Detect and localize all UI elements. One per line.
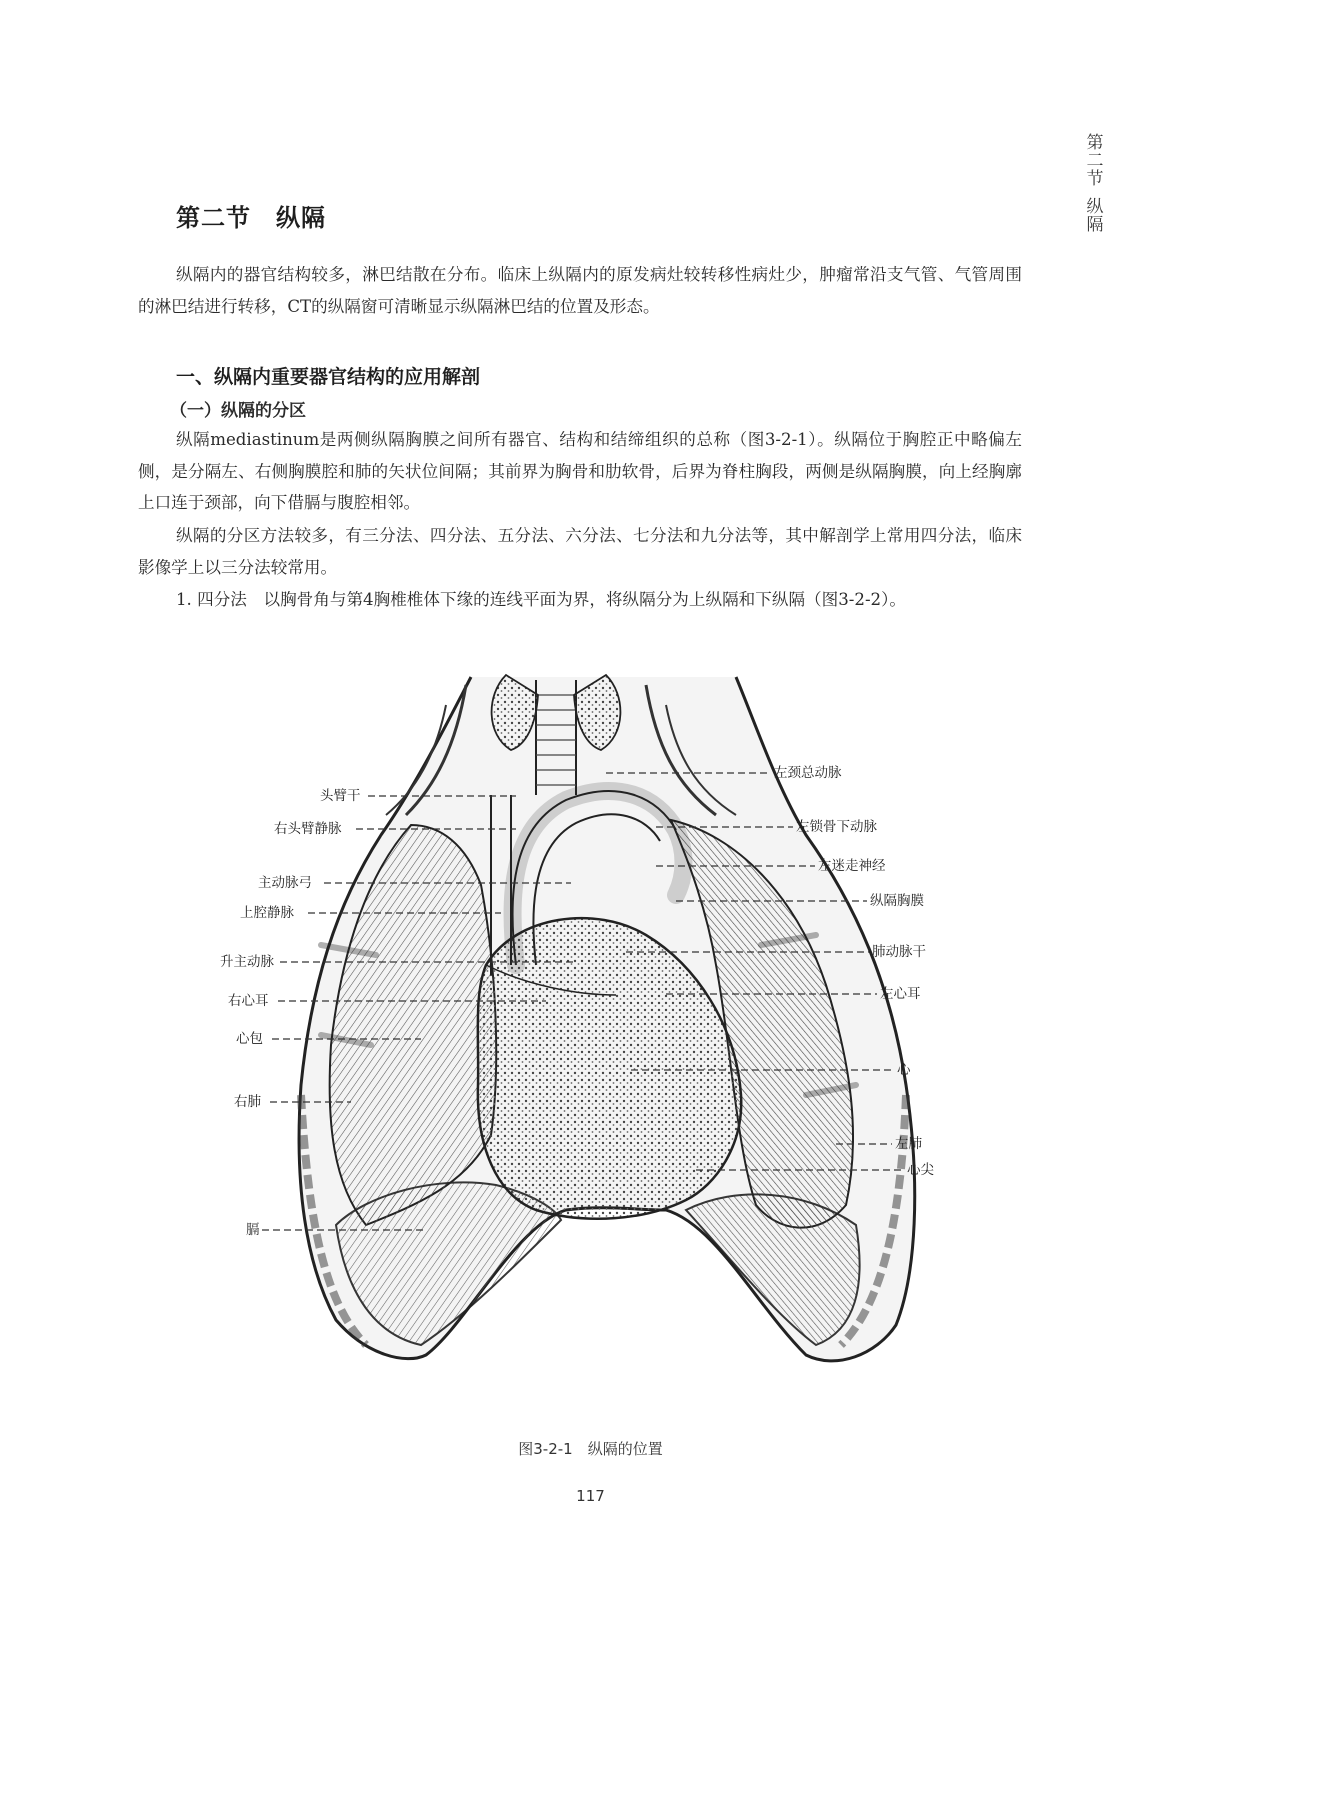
four-part-paragraph: 1. 四分法 以胸骨角与第4胸椎椎体下缘的连线平面为界，将纵隔分为上纵隔和下纵隔（图3-2-2）。 (176, 590, 906, 609)
label-ascending-aorta: 升主动脉 (220, 954, 274, 970)
side-tab-part2: 纵隔 (1086, 197, 1104, 235)
label-apex: 心尖 (907, 1162, 934, 1178)
figure-caption: 图3-2-1 纵隔的位置 (518, 1440, 663, 1458)
label-pulmonary-trunk: 肺动脉干 (872, 944, 926, 960)
anatomy-figure (216, 665, 976, 1385)
label-left-common-carotid: 左颈总动脉 (774, 765, 842, 781)
heading-level2: （一）纵隔的分区 (170, 401, 306, 421)
label-brachiocephalic-trunk: 头臂干 (320, 788, 361, 804)
side-section-tab (1082, 134, 1108, 234)
label-right-brachiocephalic-vein: 右头臂静脉 (274, 821, 342, 837)
label-left-vagus: 左迷走神经 (818, 858, 886, 874)
label-left-lung: 左肺 (895, 1136, 922, 1152)
label-mediastinal-pleura: 纵隔胸膜 (870, 893, 924, 909)
label-aortic-arch: 主动脉弓 (258, 875, 312, 891)
heading-level1: 一、纵隔内重要器官结构的应用解剖 (176, 366, 481, 388)
methods-paragraph: 纵隔的分区方法较多，有三分法、四分法、五分法、六分法、七分法和九分法等，其中解剖学上常用四分法，临床影像学上以三分法较常用。 (138, 526, 1022, 577)
definition-paragraph: 纵隔mediastinum是两侧纵隔胸膜之间所有器官、结构和结缔组织的总称（图3-2-1）。纵隔位于胸腔正中略偏左侧，是分隔左、右侧胸膜腔和肺的矢状位间隔；其前界为胸骨和肋软骨，后界为脊柱胸段，两侧是纵隔胸膜，向上经胸廓上口连于颈部，向下借膈与腹腔相邻。 (138, 430, 1022, 512)
label-diaphragm: 膈 (246, 1222, 260, 1238)
mediastinum-illustration (216, 665, 976, 1385)
label-right-auricle: 右心耳 (228, 993, 269, 1009)
side-tab-part1: 第二节 (1086, 133, 1104, 189)
label-pericardium: 心包 (236, 1031, 263, 1047)
page-number: 117 (576, 1487, 605, 1505)
label-right-lung: 右肺 (234, 1094, 261, 1110)
label-left-subclavian: 左锁骨下动脉 (796, 819, 877, 835)
left-diaphragm-shape (686, 1194, 860, 1345)
intro-paragraph: 纵隔内的器官结构较多，淋巴结散在分布。临床上纵隔内的原发病灶较转移性病灶少，肿瘤常沿支气管、气管周围的淋巴结进行转移，CT的纵隔窗可清晰显示纵隔淋巴结的位置及形态。 (138, 265, 1022, 316)
label-heart: 心 (897, 1062, 911, 1078)
label-superior-vena-cava: 上腔静脉 (240, 905, 294, 921)
label-left-auricle: 左心耳 (880, 986, 921, 1002)
section-title: 第二节 纵隔 (176, 203, 326, 232)
